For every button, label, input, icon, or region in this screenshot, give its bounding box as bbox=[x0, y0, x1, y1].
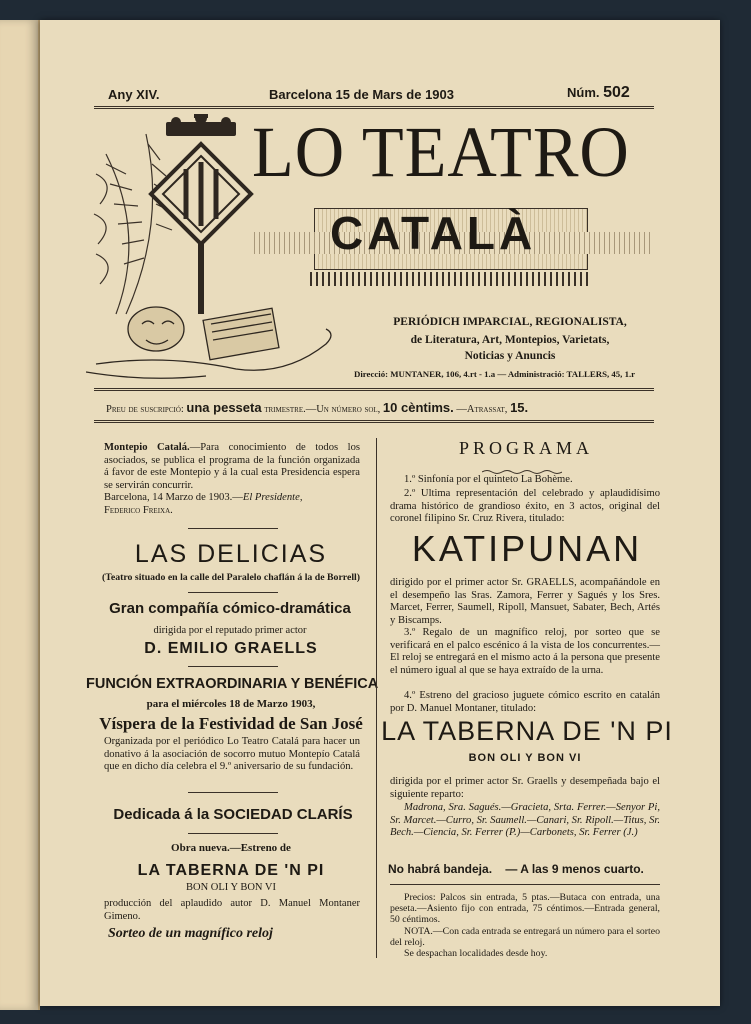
subscription-single-price: 10 cèntims. bbox=[382, 400, 454, 415]
palm-branches-icon bbox=[94, 134, 172, 314]
montepio-date: Barcelona, 14 Marzo de 1903.— bbox=[104, 492, 243, 504]
montepio-president: El Presidente, bbox=[242, 492, 303, 504]
issue-number-value: 502 bbox=[603, 84, 630, 101]
katipunan-title: KATIPUNAN bbox=[411, 528, 643, 569]
new-work-title: LA TABERNA DE 'N PI bbox=[137, 862, 325, 879]
masthead-title-bottom: CATALÀ bbox=[330, 207, 537, 259]
subscription-back-label: —Atrassat, bbox=[456, 404, 508, 415]
subscription-back-price: 15. bbox=[510, 400, 529, 415]
issue-number bbox=[567, 84, 630, 102]
masthead-address: Direcció: MUNTANER, 106, 4.rt - 1.a — Administració: TALLERS, 45, 1.r bbox=[354, 369, 636, 379]
facing-page-edge bbox=[0, 20, 40, 1010]
left-rule-4 bbox=[188, 792, 278, 793]
theatre-name: LAS DELICIAS bbox=[134, 540, 328, 568]
programa-item-2: 2.º Ultima representación del celebrado y aplaudidísimo drama histórico de grandioso éxito, en 3 actos, original del coronel filipino Sr. Cruz Rivera, titulado: bbox=[390, 488, 660, 525]
theatre-masks-icon bbox=[86, 307, 331, 378]
theatre-location: (Teatro situado en la calle del Paralelo chaflán á la de Borrell) bbox=[101, 572, 361, 583]
new-work-label: Obra nueva.—Estreno de bbox=[171, 842, 291, 854]
subscription-line bbox=[106, 400, 666, 415]
issue-year: Any XIV. bbox=[108, 87, 160, 102]
issue-date: Barcelona 15 de Mars de 1903 bbox=[269, 87, 454, 102]
taberna-subtitle: BON OLI Y BON VI bbox=[468, 752, 582, 764]
function-title: FUNCIÓN EXTRAORDINARIA Y BENÉFICA bbox=[86, 676, 379, 692]
company-director: D. EMILIO GRAELLS bbox=[144, 640, 318, 657]
sorteo-line: Sorteo de un magnífico reloj bbox=[108, 926, 273, 941]
subscription-trimestre: trimestre.—Un número sol, bbox=[264, 404, 381, 415]
company-title: Gran compañía cómico-dramática bbox=[109, 600, 351, 617]
taberna-title: LA TABERNA DE 'N PI bbox=[381, 716, 673, 746]
masthead-subtitle-2: de Literatura, Art, Montepios, Varietats, bbox=[410, 334, 610, 346]
left-rule-3 bbox=[188, 666, 278, 667]
masthead-subtitle-3: Noticias y Anuncis bbox=[464, 350, 556, 362]
subscription-price: una pesseta bbox=[186, 400, 262, 415]
programa-item-2-cast: dirigido por el primer actor Sr. GRAELLS, acompañándole en el desempeño las Sras. Zamora, Ferrer y Sagués y los Sres. Marcet, Ferrer, Saumell, Ripoll, Mansuet, Sabater, Bech, Artés y Biscamps. bbox=[390, 577, 660, 626]
taberna-cast: Madrona, Sra. Sagués.—Gracieta, Srta. Ferrer.—Senyor Pi, Sr. Marcet.—Curro, Sr. Saumell.—Canari, Sr. Ripoll.—Titus, Sr. Bech.—Ciencia, Sr. Ferrer (P.)—Carbonets, Sr. Ferrer (J.) bbox=[390, 802, 660, 839]
montepio-text: —Para conocimiento de todos los asociados, se publica el programa de la función organizada á favor de este Montepio y á la cual esta Presidencia espera se servirán concurrir. bbox=[104, 442, 360, 491]
left-rule-1 bbox=[188, 528, 278, 529]
programa-ornament bbox=[482, 462, 562, 468]
programa-item-1: 1.º Sinfonía por el quinteto La Bohème. bbox=[404, 474, 573, 485]
right-rule bbox=[390, 884, 660, 885]
nota-text: NOTA.—Con cada entrada se entregará un número para el sorteo del reloj. bbox=[390, 926, 661, 949]
dedicated-line: Dedicada á la SOCIEDAD CLARÍS bbox=[113, 806, 353, 823]
issue-number-label: Núm. bbox=[567, 85, 600, 100]
function-organized: Organizada por el periódico Lo Teatro Catalá para hacer un donativo á la asociación de socorro mutuo Montepío Catalá que en dicho día celebra el 9.º aniversario de su fundación. bbox=[104, 736, 360, 773]
masthead-title-top: LO TEATRO bbox=[252, 112, 630, 192]
left-rule-2 bbox=[188, 592, 278, 593]
function-date: para el miércoles 18 de Marzo 1903, bbox=[146, 698, 316, 710]
taberna-direction: dirigida por el primer actor Sr. Graells y desempeñada bajo el siguiente reparto: bbox=[390, 776, 660, 800]
header-rule bbox=[94, 106, 654, 109]
programa-item-4: 4.º Estreno del gracioso juguete cómico escrito en catalán por D. Manuel Montaner, titulado: bbox=[390, 690, 660, 714]
function-vespera: Víspera de la Festividad de San José bbox=[99, 714, 363, 733]
coat-of-arms-icon bbox=[151, 144, 251, 314]
column-divider bbox=[376, 438, 377, 958]
new-work-subtitle: BON OLI Y BON VI bbox=[185, 882, 277, 893]
subscription-label: Preu de suscripció: bbox=[106, 404, 184, 415]
hora-text: — A las 9 menos cuarto. bbox=[505, 862, 644, 876]
newspaper-page bbox=[40, 20, 720, 1006]
montepio-name: Federico Freixa. bbox=[104, 504, 173, 516]
bandeja-text: No habrá bandeja. bbox=[388, 862, 493, 876]
bandeja-line bbox=[388, 862, 668, 876]
subscription-rule bbox=[94, 420, 654, 423]
masthead-rule bbox=[94, 388, 654, 391]
montepio-title: Montepio Catalá. bbox=[104, 442, 190, 453]
left-rule-5 bbox=[188, 833, 278, 834]
new-work-production: producción del aplaudido autor D. Manuel Montaner Gimeno. bbox=[104, 898, 360, 922]
despachan-text: Se despachan localidades desde hoy. bbox=[404, 948, 548, 959]
company-directed-by: dirigida por el reputado primer actor bbox=[153, 625, 307, 636]
montepio-notice bbox=[104, 442, 360, 518]
crown-icon bbox=[166, 114, 236, 136]
precios-text: Precios: Palcos sin entrada, 5 ptas.—Butaca con entrada, una peseta.—Asiento fijo con entrada, 75 céntimos.—Entrada general, 50 céntimos. bbox=[390, 892, 660, 926]
programa-item-3: 3.º Regalo de un magnífico reloj, por sorteo que se verificará en el palco escénico á la vista de los concurrentes.—El reloj se entregará en el mismo acto á la persona que presente el número igual al que se haya extraído de la urna. bbox=[390, 627, 660, 676]
programa-heading: PROGRAMA bbox=[458, 438, 594, 458]
masthead-subtitle-1: PERIÓDICH IMPARCIAL, REGIONALISTA, bbox=[393, 316, 627, 328]
